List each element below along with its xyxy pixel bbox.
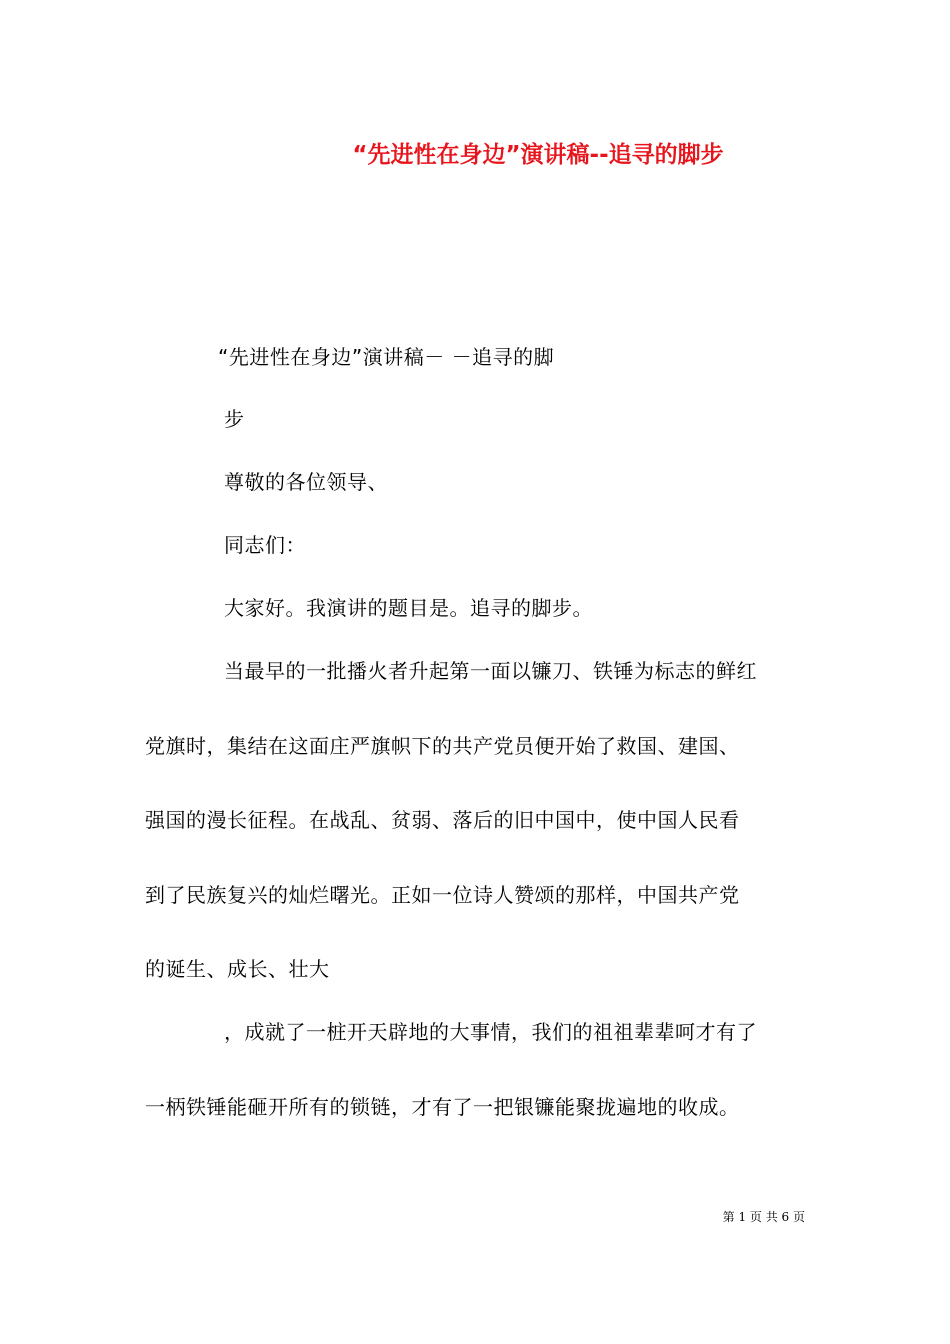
- body-line-11: ，成就了一桩开天辟地的大事情，我们的祖祖辈辈呵才有了: [224, 1020, 757, 1044]
- body-line-10: 的诞生、成长、壮大: [145, 957, 330, 981]
- body-line-5: 大家好。我演讲的题目是。追寻的脚步。: [224, 596, 593, 620]
- body-line-4: 同志们：: [224, 533, 306, 557]
- document-title: [0, 136, 950, 169]
- body-line-3: 尊敬的各位领导、: [224, 470, 388, 494]
- body-line-12: 一柄铁锤能砸开所有的锁链，才有了一把银镰能聚拢遍地的收成。: [145, 1095, 740, 1119]
- body-line-7: 党旗时，集结在这面庄严旗帜下的共产党员便开始了救国、建国、: [145, 734, 740, 758]
- body-line-8: 强国的漫长征程。在战乱、贫弱、落后的旧中国中，使中国人民看: [145, 808, 740, 832]
- body-line-6: 当最早的一批播火者升起第一面以镰刀、铁锤为标志的鲜红: [224, 659, 757, 683]
- body-line-2: 步: [224, 407, 245, 431]
- body-line-9: 到了民族复兴的灿烂曙光。正如一位诗人赞颂的那样，中国共产党: [145, 883, 740, 907]
- document-title-text: “先进性在身边”演讲稿--追寻的脚步: [352, 142, 724, 168]
- page-footer: 第 1 页 共 6 页: [722, 1210, 805, 1224]
- body-line-1: “先进性在身边”演讲稿－ －追寻的脚: [218, 345, 555, 369]
